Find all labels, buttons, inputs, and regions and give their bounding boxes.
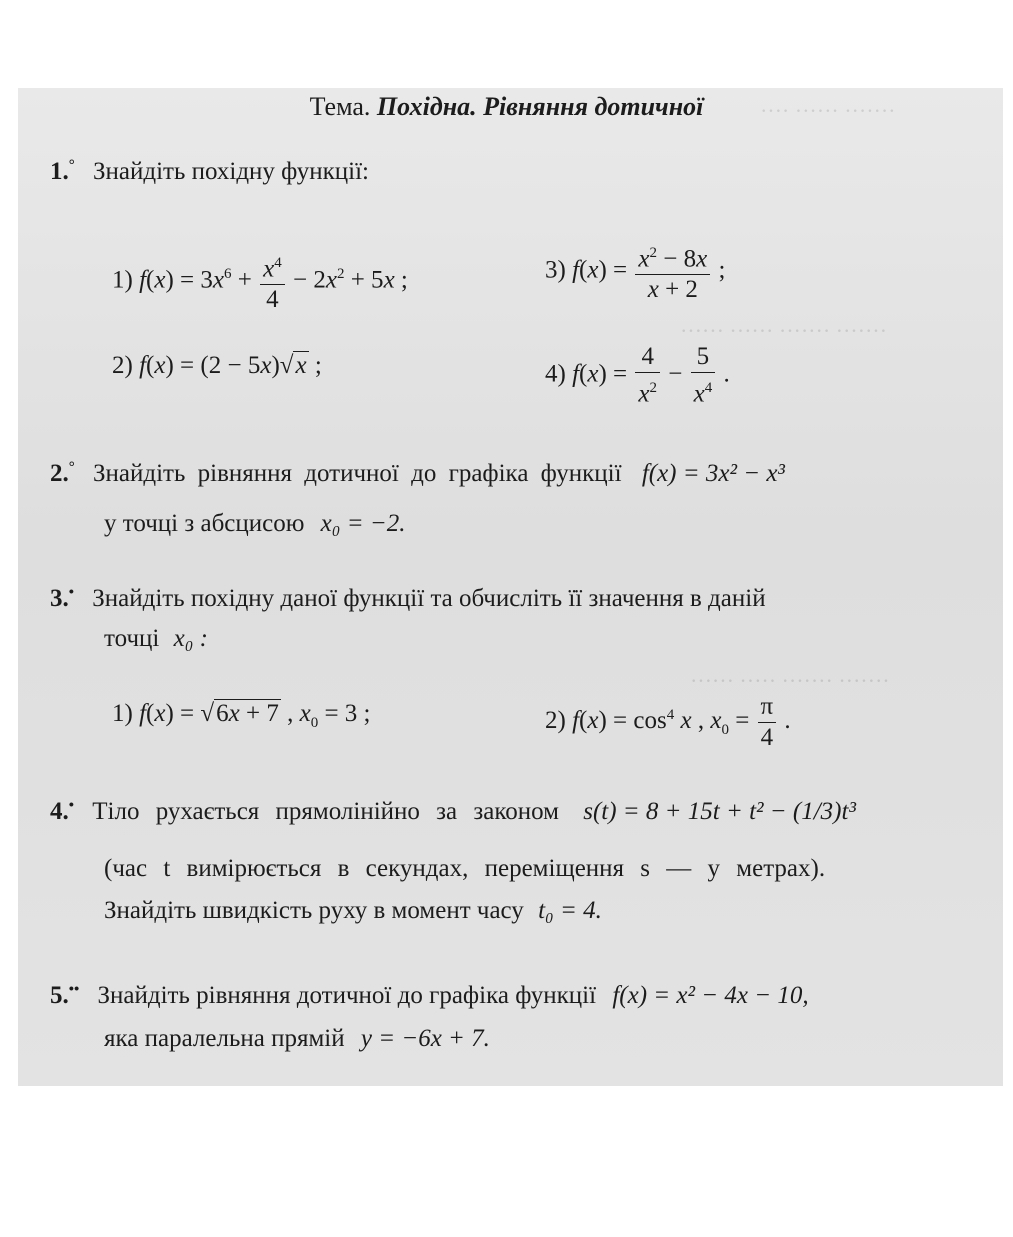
task-4-line-3: Знайдіть швидкість руху в момент часу t₀ = 4. (104, 897, 602, 924)
task-1-item-1: 1) $f(x) = 3x^6$ + $\frac{x^4}{4}$ − $2x^2 + 5x$ ; (112, 248, 408, 315)
task-3-item-1: 1) f(x) = √6x + 7 , $x_0 = 3$ ; (112, 700, 371, 731)
task-1-item-2: 2) f(x) = (2 − 5x)√x ; (112, 352, 322, 379)
task-1-heading: 1.° Знайдіть похідну функції: (50, 158, 369, 186)
task-1-item-3: 3) f(x) = $\frac{x^2 - 8x}{x + 2}$ ; (545, 238, 725, 305)
task-number: 5.•• (50, 982, 80, 1010)
task-2-line-1: 2.° Знайдіть рівняння дотичної до графіка функції f(x) = 3x² − x³ (50, 460, 785, 488)
task-5-line-2: яка паралельна прямій y = −6x + 7. (104, 1025, 490, 1052)
task-3-line-1: 3.• Знайдіть похідну даної функції та обчисліть її значення в даній (50, 585, 766, 613)
task-4-law: s(t) = 8 + 15t + t² − (1/3)t³ (583, 798, 856, 826)
task-2-function: f(x) = 3x² − x³ (641, 460, 785, 488)
task-4-line-1: 4.• Тіло рухається прямолінійно за законом s(t) = 8 + 15t + t² − (1/3)t³ (50, 798, 856, 826)
page-title: Тема. Похідна. Рівняння дотичної (309, 92, 704, 121)
task-5-line-equation: y = −6x + 7. (360, 1025, 490, 1052)
task-5-line-1: 5.•• Знайдіть рівняння дотичної до графіка функції f(x) = x² − 4x − 10, (50, 982, 809, 1010)
task-number: 1.° (50, 158, 75, 186)
task-number: 2.° (50, 460, 75, 488)
task-number: 4.• (50, 798, 75, 826)
task-2-line-2: у точці з абсцисою x₀ = −2. (104, 510, 406, 537)
task-3-line-2: точці x₀ : (104, 625, 208, 652)
task-5-function: f(x) = x² − 4x − 10, (612, 982, 809, 1010)
task-3-item-2: 2) $f(x) = \cos^4 x$ , $x_0$ = $\frac{\pi}{4}$ . (545, 693, 791, 751)
task-1-item-4: 4) f(x) = $\frac{4}{x^2}$ − $\frac{5}{x^4}$ . (545, 343, 730, 408)
task-number: 3.• (50, 585, 75, 613)
task-4-line-2: (час t вимірюється в секундах, переміщення s — у метрах). (104, 855, 826, 882)
task-2-point: x₀ = −2. (320, 510, 406, 537)
